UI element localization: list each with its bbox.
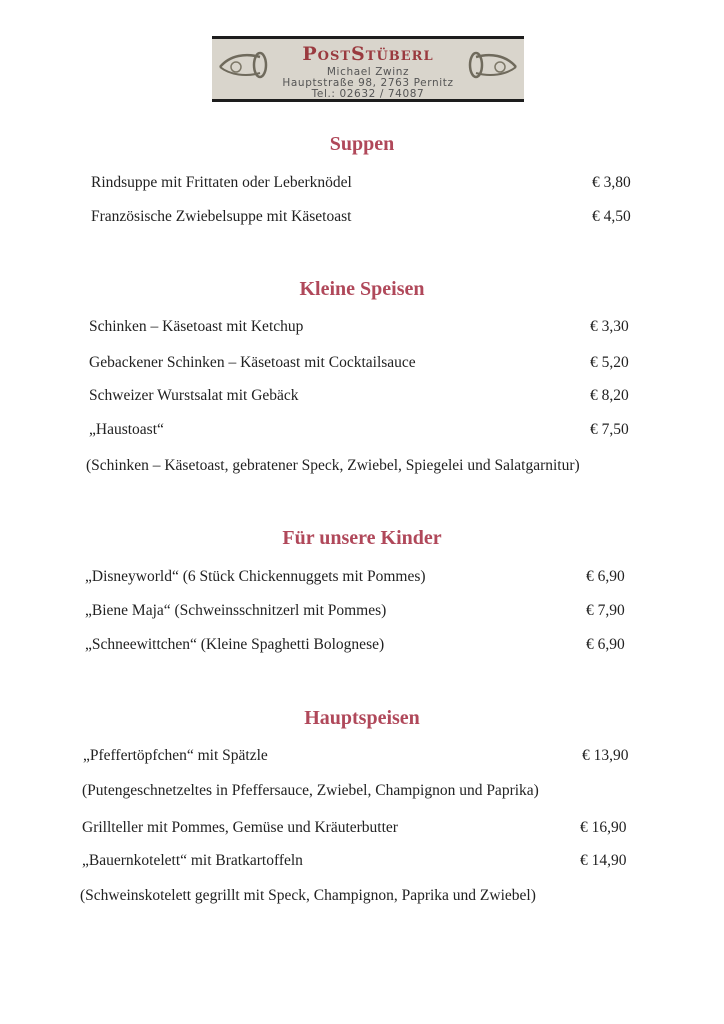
menu-item bbox=[0, 852, 724, 878]
item-price: € 13,90 bbox=[582, 747, 629, 764]
item-price: € 16,90 bbox=[580, 819, 627, 836]
menu-item bbox=[0, 174, 724, 200]
item-name: „Disneyworld“ (6 Stück Chickennuggets mit Pommes) bbox=[85, 568, 426, 585]
item-name: Schinken – Käsetoast mit Ketchup bbox=[89, 318, 304, 335]
restaurant-logo bbox=[212, 36, 524, 102]
menu-item bbox=[0, 602, 724, 628]
item-name: Gebackener Schinken – Käsetoast mit Cocktailsauce bbox=[89, 354, 416, 371]
section-title-kinder: Für unsere Kinder bbox=[282, 527, 442, 549]
item-price: € 4,50 bbox=[592, 208, 631, 225]
address: Hauptstraße 98, 2763 Pernitz bbox=[282, 77, 454, 89]
section-title-suppen: Suppen bbox=[329, 133, 395, 155]
item-name: Rindsuppe mit Frittaten oder Leberknödel bbox=[91, 174, 352, 191]
menu-item bbox=[0, 636, 724, 662]
menu-item bbox=[0, 208, 724, 234]
item-name: „Schneewittchen“ (Kleine Spaghetti Bolognese) bbox=[85, 636, 385, 653]
item-name: „Biene Maja“ (Schweinsschnitzerl mit Pommes) bbox=[85, 602, 387, 619]
menu-item bbox=[0, 421, 724, 447]
item-price: € 3,30 bbox=[590, 318, 629, 335]
brand-name: PostStüberl bbox=[302, 43, 434, 65]
item-description: (Schinken – Käsetoast, gebratener Speck, Zwiebel, Spiegelei und Salatgarnitur) bbox=[86, 457, 580, 474]
item-price: € 7,50 bbox=[590, 421, 629, 438]
menu-item bbox=[0, 568, 724, 594]
item-description: (Putengeschnetzeltes in Pfeffersauce, Zwiebel, Champignon und Paprika) bbox=[82, 782, 539, 799]
item-name: Grillteller mit Pommes, Gemüse und Kräuterbutter bbox=[82, 819, 398, 836]
item-price: € 8,20 bbox=[590, 387, 629, 404]
item-price: € 7,90 bbox=[586, 602, 625, 619]
menu-item bbox=[0, 387, 724, 413]
item-description: (Schweinskotelett gegrillt mit Speck, Champignon, Paprika und Zwiebel) bbox=[80, 887, 536, 904]
menu-item bbox=[0, 354, 724, 380]
item-price: € 3,80 bbox=[592, 174, 631, 191]
menu-item bbox=[0, 318, 724, 344]
section-title-hauptspeisen: Hauptspeisen bbox=[304, 707, 420, 729]
item-name: „Bauernkotelett“ mit Bratkartoffeln bbox=[82, 852, 303, 869]
item-price: € 6,90 bbox=[586, 636, 625, 653]
menu-item bbox=[0, 819, 724, 845]
owner-name: Michael Zwinz bbox=[326, 66, 410, 78]
item-price: € 6,90 bbox=[586, 568, 625, 585]
phone: Tel.: 02632 / 74087 bbox=[311, 88, 425, 100]
item-name: Französische Zwiebelsuppe mit Käsetoast bbox=[91, 208, 352, 225]
item-name: „Pfeffertöpfchen“ mit Spätzle bbox=[83, 747, 268, 764]
item-price: € 14,90 bbox=[580, 852, 627, 869]
item-name: „Haustoast“ bbox=[89, 421, 164, 438]
section-title-kleine-speisen: Kleine Speisen bbox=[299, 278, 425, 300]
item-price: € 5,20 bbox=[590, 354, 629, 371]
item-name: Schweizer Wurstsalat mit Gebäck bbox=[89, 387, 299, 404]
menu-item bbox=[0, 747, 724, 773]
